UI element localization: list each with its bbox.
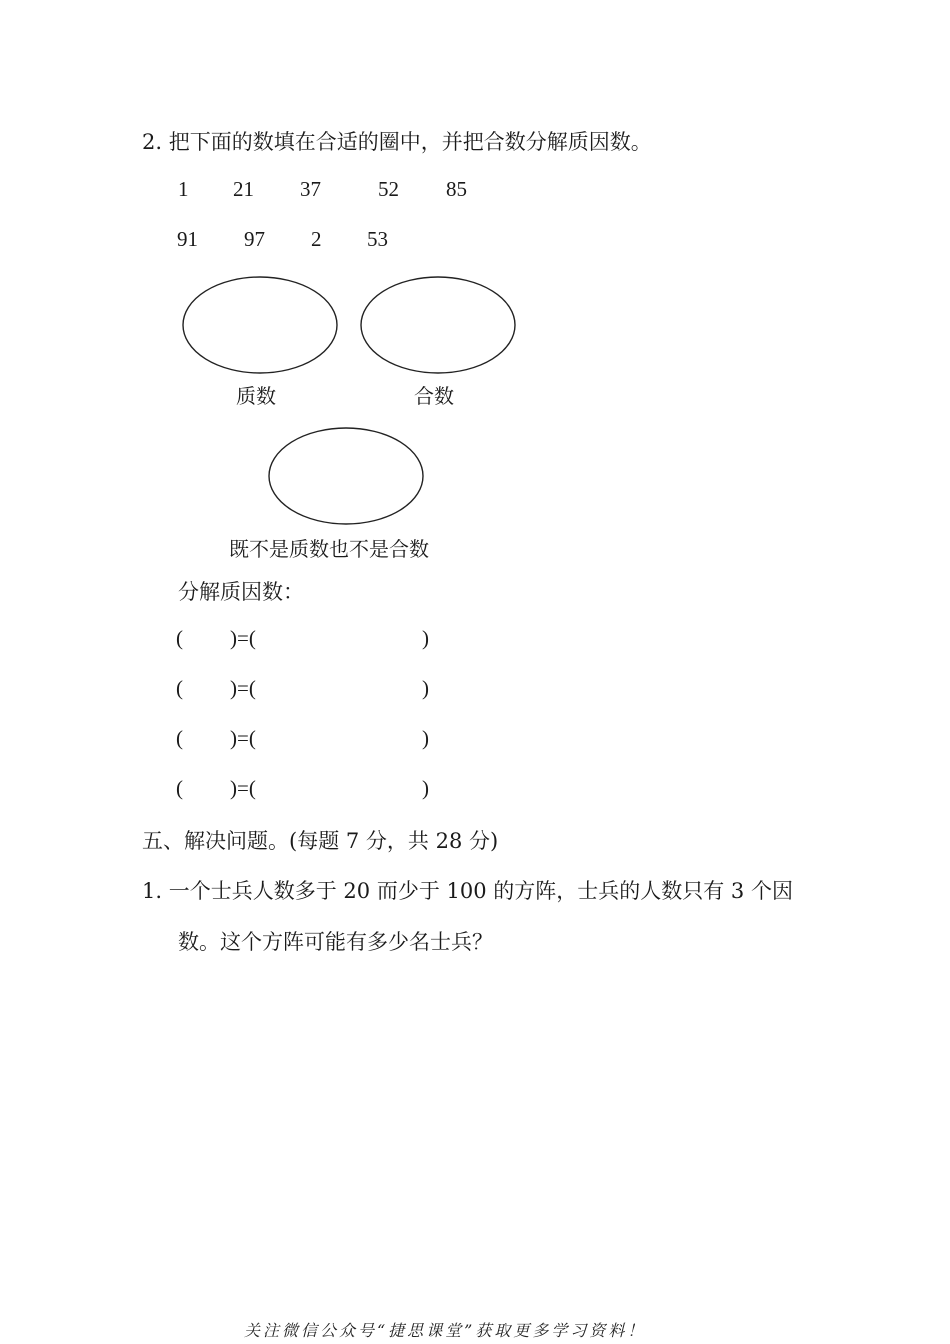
factor-row — [176, 676, 436, 702]
number-item: 53 — [367, 227, 388, 251]
number-item: 97 — [244, 227, 265, 251]
question-text: 把下面的数填在合适的圈中，并把合数分解质因数。 — [168, 130, 652, 154]
prime-oval — [180, 275, 340, 377]
close-paren: ) — [422, 626, 429, 650]
equals-paren: )=( — [230, 626, 256, 650]
number-item: 85 — [446, 177, 467, 201]
number-item: 91 — [177, 227, 198, 251]
problem-1-line2: 数。这个方阵可能有多少名士兵？ — [178, 930, 493, 954]
problem-text: 一个士兵人数多于 20 而少于 100 的方阵，士兵的人数只有 3 个因 — [168, 879, 793, 903]
open-paren: ( — [176, 726, 183, 750]
factorization-label: 分解质因数： — [178, 580, 304, 604]
factor-row — [176, 726, 436, 752]
factor-row — [176, 626, 436, 652]
neither-oval — [266, 427, 426, 529]
factor-row — [176, 776, 436, 802]
open-paren: ( — [176, 676, 183, 700]
question-number: 2 — [142, 130, 156, 154]
close-paren: ) — [422, 726, 429, 750]
number-item: 1 — [178, 177, 189, 201]
number-item: 37 — [300, 177, 321, 201]
equals-paren: )=( — [230, 776, 256, 800]
question-2: 2. 把下面的数填在合适的圈中，并把合数分解质因数。 — [142, 130, 652, 154]
close-paren: ) — [422, 776, 429, 800]
equals-paren: )=( — [230, 726, 256, 750]
composite-oval — [358, 275, 518, 377]
number-item: 52 — [378, 177, 399, 201]
equals-paren: )=( — [230, 676, 256, 700]
prime-label: 质数 — [236, 384, 276, 408]
composite-label: 合数 — [414, 384, 454, 408]
number-item: 2 — [311, 227, 322, 251]
open-paren: ( — [176, 776, 183, 800]
footer-note: 关注微信公众号“捷思课堂”获取更多学习资料！ — [244, 1321, 647, 1340]
number-item: 21 — [233, 177, 254, 201]
problem-number: 1 — [142, 879, 156, 903]
neither-label: 既不是质数也不是合数 — [229, 537, 429, 561]
open-paren: ( — [176, 626, 183, 650]
problem-1-line1: 1. 一个士兵人数多于 20 而少于 100 的方阵，士兵的人数只有 3 个因 — [142, 879, 793, 903]
close-paren: ) — [422, 676, 429, 700]
section-heading: 五、解决问题。(每题 7 分，共 28 分) — [142, 829, 499, 853]
